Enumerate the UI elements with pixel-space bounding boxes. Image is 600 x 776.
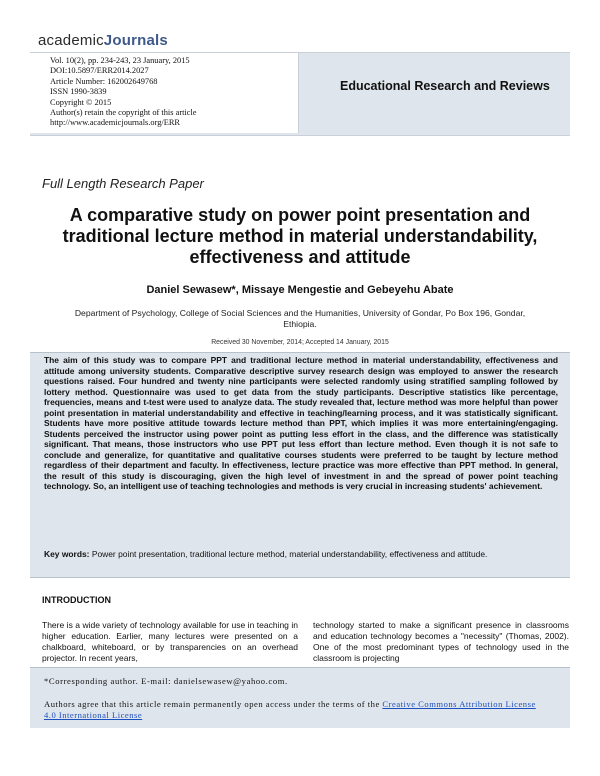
license-link[interactable]: Creative Commons Attribution License 4.0 International License [44, 699, 536, 720]
publisher-logo [38, 32, 168, 49]
intro-column-left: There is a wide variety of technology available for use in teaching in higher education. Earlier, many lectures were presented on a chalkboard, whiteboard, or by transparencies on an overhead projector. In recent years, [42, 620, 298, 664]
author-list: Daniel Sewasew*, Missaye Mengestie and Gebeyehu Abate [146, 284, 454, 296]
paper-type: Full Length Research Paper [42, 176, 204, 191]
meta-article-number: Article Number: 162002649768 [50, 76, 158, 86]
logo-text-journals: Journals [103, 32, 168, 49]
meta-issn: ISSN 1990-3839 [50, 87, 107, 97]
meta-author-rights: Author(s) retain the copyright of this article [50, 108, 197, 118]
meta-copyright: Copyright © 2015 [50, 97, 112, 107]
article-meta-box [30, 53, 299, 133]
logo-text-academic: academic [38, 32, 104, 49]
meta-url: http://www.academicjournals.org/ERR [50, 118, 181, 128]
keywords [44, 549, 558, 560]
section-heading-introduction: INTRODUCTION [42, 595, 111, 605]
meta-doi: DOI:10.5897/ERR2014.2027 [50, 66, 149, 76]
abstract-text: The aim of this study was to compare PPT and traditional lecture method in material understandability, effectiveness and attitude among university students. Comparative descriptive survey research design was employed to answer the research questions raised. Four hundred and twenty nine participants were selected randomly using stratified sampling followed by lottery method. Questionnaire was used to get data from the study participants. Descriptive statistics like percentage, frequencies, means and t-test were used to analyze data. The study revealed that, lecture method was more helpful than power point presentation in material understandability and effective in teaching/learning process, and it was statistically significant. Students have more positive attitude towards lecture method than PPT, which implies it was more entertaining/engaging. Students perceived the instructor using power point as putting less effort in the class, and the difference was statistically significant. That means, those instructors who use PPT put less effort than lecture method. Even though it is not safe to conclude and generalize, for quantitative and qualitative courses students were preferred to be taught by lecture method regardless of their department and faculty. In effectiveness, lecture practice was more effective than PPT method. In general, the result of this study is discouraging, given the high level of investment in and the spread of power point teaching technology. So, an intelligent use of teaching technologies and methods is very crucial in increasing students' achievement. [44, 355, 558, 491]
received-dates: Received 30 November, 2014; Accepted 14 January, 2015 [211, 339, 389, 346]
paper-title: A comparative study on power point presentation and traditional lecture method in material understandability, effectiveness and attitude [62, 205, 538, 267]
journal-name: Educational Research and Reviews [340, 79, 550, 93]
author-affiliation: Department of Psychology, College of Social Sciences and the Humanities, University of Gondar, Po Box 196, Gondar, Ethiopia. [74, 308, 526, 329]
license-text: Authors agree that this article remain permanently open access under the terms of the [44, 699, 383, 709]
license-statement [44, 699, 544, 721]
keywords-label: Key words: [44, 549, 90, 559]
keywords-list: Power point presentation, traditional lecture method, material understandability, effectiveness and attitude. [89, 549, 488, 559]
meta-volume: Vol. 10(2), pp. 234-243, 23 January, 2015 [50, 56, 190, 65]
intro-column-right: technology started to make a significant presence in classrooms and education technology becomes a "necessity" (Thomas, 2002). One of the most predominant types of technology used in the classroom is projecting [313, 620, 569, 664]
corresponding-author: *Corresponding author. E-mail: danielsewasew@yahoo.com. [44, 676, 288, 686]
